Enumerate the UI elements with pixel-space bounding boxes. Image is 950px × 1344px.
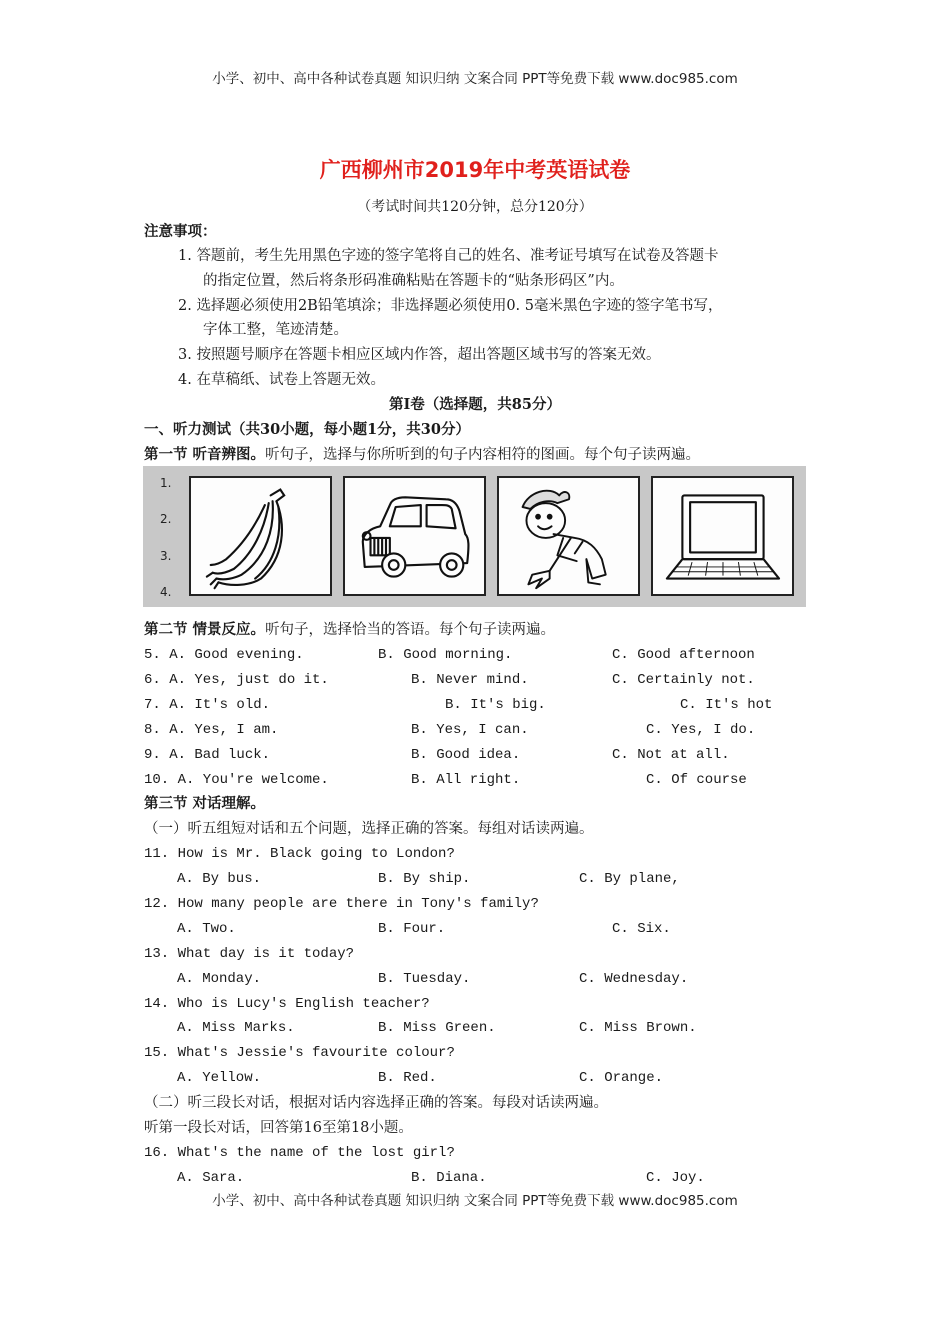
question-text: 11. How is Mr. Black going to London? xyxy=(144,846,455,862)
page-header: 小学、初中、高中各种试卷真题 知识归纳 文案合同 PPT等免费下载 www.doc985.com xyxy=(212,71,738,87)
sec3-sub2-note: 听第一段长对话，回答第16至第18小题。 xyxy=(144,1120,413,1136)
question-option-a: 7. A. It's old. xyxy=(144,697,271,713)
sec1-text: 听句子，选择与你所听到的句子内容相符的图画。每个句子读两遍。 xyxy=(265,447,701,463)
exam-subtitle: （考试时间共120分钟，总分120分） xyxy=(357,199,593,215)
question-option-c: C. Joy. xyxy=(646,1170,705,1186)
question-text: 12. How many people are there in Tony's family? xyxy=(144,896,539,912)
part1-heading: 第I卷（选择题，共85分） xyxy=(389,396,561,413)
question-text: 14. Who is Lucy's English teacher? xyxy=(144,996,430,1012)
sec2-text: 听句子，选择恰当的答语。每个句子读两遍。 xyxy=(265,622,556,638)
sec1-instruction xyxy=(144,445,700,465)
question-option-a: A. Sara. xyxy=(177,1170,245,1186)
question-option-b: B. It's big. xyxy=(445,697,546,713)
picture-number: 1. xyxy=(160,476,172,490)
sec3-sub1: （一）听五组短对话和五个问题，选择正确的答案。每组对话读两遍。 xyxy=(144,821,594,837)
question-option-c: C. Good afternoon xyxy=(612,647,755,663)
notice-heading: 注意事项： xyxy=(144,223,217,240)
question-option-b: B. Tuesday. xyxy=(378,971,471,987)
boy-sweeping-picture xyxy=(497,476,640,596)
page-footer: 小学、初中、高中各种试卷真题 知识归纳 文案合同 PPT等免费下载 www.doc985.com xyxy=(212,1193,738,1209)
question-option-c: C. Yes, I do. xyxy=(646,722,756,738)
sec2-instruction xyxy=(144,620,555,640)
question-option-b: B. Good idea. xyxy=(411,747,521,763)
question-option-b: B. All right. xyxy=(411,772,521,788)
picture-strip xyxy=(143,466,806,607)
question-option-a: A. Yellow. xyxy=(177,1070,262,1086)
question-option-c: C. Not at all. xyxy=(612,747,730,763)
sec1-title: 第一节 听音辨图。 xyxy=(144,446,266,463)
question-option-a: 8. A. Yes, I am. xyxy=(144,722,279,738)
question-option-a: 9. A. Bad luck. xyxy=(144,747,271,763)
bananas-picture xyxy=(189,476,332,596)
question-option-a: 5. A. Good evening. xyxy=(144,647,304,663)
question-option-b: B. Diana. xyxy=(411,1170,487,1186)
question-option-a: A. Miss Marks. xyxy=(177,1020,295,1036)
section1-heading: 一、听力测试（共30小题，每小题1分，共30分） xyxy=(144,421,470,438)
question-option-c: C. Certainly not. xyxy=(612,672,755,688)
question-option-b: B. By ship. xyxy=(378,871,471,887)
notice-item: 字体工整，笔迹清楚。 xyxy=(203,322,348,338)
picture-number: 2. xyxy=(160,512,172,526)
car-picture xyxy=(343,476,486,596)
question-option-c: C. It's hot xyxy=(680,697,773,713)
question-option-b: B. Good morning. xyxy=(378,647,513,663)
question-text: 15. What's Jessie's favourite colour? xyxy=(144,1045,455,1061)
question-option-a: A. By bus. xyxy=(177,871,262,887)
question-option-b: B. Never mind. xyxy=(411,672,529,688)
notice-item: 的指定位置，然后将条形码准确粘贴在答题卡的“贴条形码区”内。 xyxy=(203,273,624,289)
bananas-icon xyxy=(191,478,330,594)
question-option-a: 10. A. You're welcome. xyxy=(144,772,329,788)
question-option-a: A. Two. xyxy=(177,921,236,937)
sec3-sub2: （二）听三段长对话，根据对话内容选择正确的答案。每段对话读两遍。 xyxy=(144,1095,608,1111)
sec2-title: 第二节 情景反应。 xyxy=(144,621,266,638)
question-text: 16. What's the name of the lost girl? xyxy=(144,1145,455,1161)
notice-item: 1. 答题前，考生先用黑色字迹的签字笔将自己的姓名、准考证号填写在试卷及答题卡 xyxy=(178,248,719,264)
question-option-c: C. Orange. xyxy=(579,1070,664,1086)
exam-title: 广西柳州市2019年中考英语试卷 xyxy=(319,158,631,182)
picture-number: 3. xyxy=(160,549,172,563)
sec3-title: 第三节 对话理解。 xyxy=(144,795,266,812)
question-option-c: C. Wednesday. xyxy=(579,971,689,987)
question-option-c: C. Of course xyxy=(646,772,747,788)
notice-item: 3. 按照题号顺序在答题卡相应区域内作答，超出答题区域书写的答案无效。 xyxy=(178,347,661,363)
car-icon xyxy=(345,478,484,594)
notice-item: 4. 在草稿纸、试卷上答题无效。 xyxy=(178,372,385,388)
question-option-b: B. Red. xyxy=(378,1070,437,1086)
question-option-b: B. Four. xyxy=(378,921,446,937)
question-option-b: B. Miss Green. xyxy=(378,1020,496,1036)
notice-item: 2. 选择题必须使用2B铅笔填涂；非选择题必须使用0. 5毫米黑色字迹的签字笔书写， xyxy=(178,298,723,314)
question-option-a: A. Monday. xyxy=(177,971,262,987)
question-text: 13. What day is it today? xyxy=(144,946,355,962)
boy-sweeping-icon xyxy=(499,478,638,594)
question-option-c: C. Miss Brown. xyxy=(579,1020,697,1036)
question-option-b: B. Yes, I can. xyxy=(411,722,529,738)
question-option-c: C. By plane, xyxy=(579,871,680,887)
question-option-c: C. Six. xyxy=(612,921,671,937)
laptop-picture xyxy=(651,476,794,596)
question-option-a: 6. A. Yes, just do it. xyxy=(144,672,329,688)
laptop-icon xyxy=(653,478,792,594)
picture-number: 4. xyxy=(160,585,172,599)
